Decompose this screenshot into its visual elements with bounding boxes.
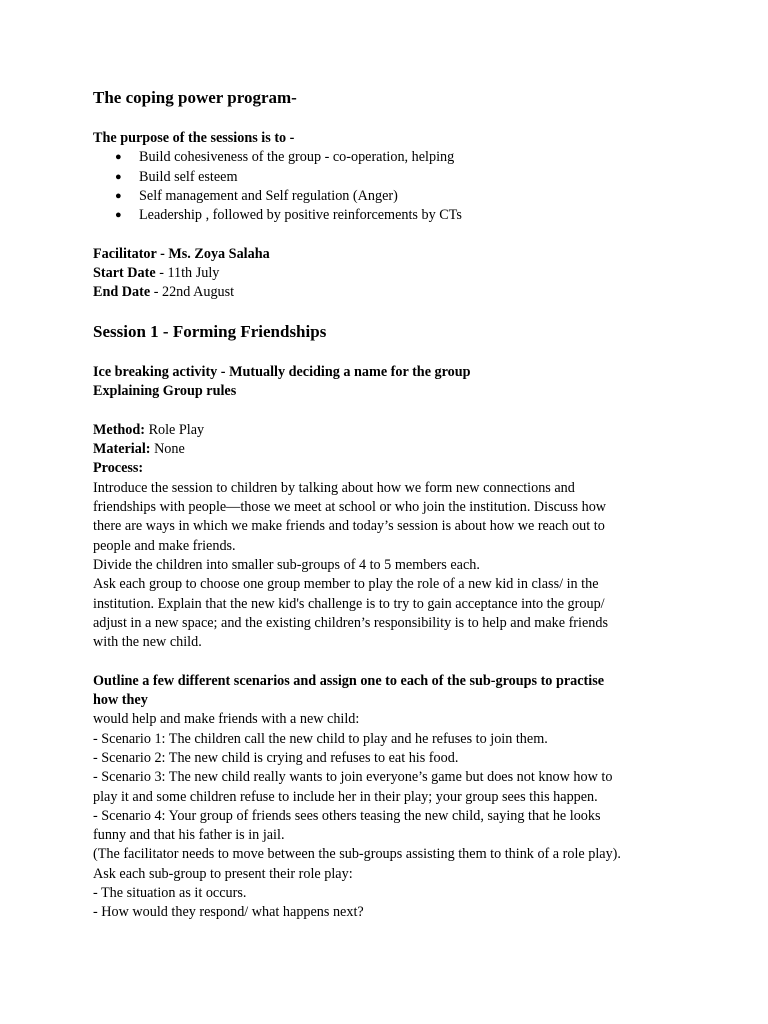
outline-line: Ask each sub-group to present their role play: [93, 865, 353, 882]
session-heading: Session 1 - Forming Friendships [93, 321, 327, 341]
start-date-value: - 11th July [155, 265, 220, 282]
start-date-label: Start Date [93, 265, 156, 282]
facilitator-line: Facilitator - Ms. Zoya Salaha [93, 245, 270, 262]
end-date-value: - 22nd August [150, 284, 235, 301]
scenario-line: funny and that his father is in jail. [93, 827, 285, 844]
process-line: there are ways in which we make friends and today’s session is about how we reach out to [93, 518, 605, 535]
document-body [93, 88, 683, 923]
scenario-line: - Scenario 3: The new child really wants to join everyone’s game but does not know how to [93, 769, 613, 786]
bullet-icon: ● [115, 151, 122, 164]
purpose-item: ● Leadership , followed by positive reinforcements by CTs [93, 206, 683, 225]
scenario-line: - Scenario 2: The new child is crying and refuses to eat his food. [93, 749, 459, 766]
material-label: Material: [93, 441, 151, 458]
ice-breaking-line: Ice breaking activity - Mutually deciding a name for the group [93, 363, 471, 380]
process-line: with the new child. [93, 634, 202, 651]
process-line: Divide the children into smaller sub-groups of 4 to 5 members each. [93, 556, 480, 573]
purpose-list [93, 148, 683, 225]
outline-heading-line: how they [93, 692, 148, 709]
scenario-line: - Scenario 1: The children call the new child to play and he refuses to join them. [93, 730, 548, 747]
outline-line: would help and make friends with a new child: [93, 711, 360, 728]
scenario-line: play it and some children refuse to include her in their play; your group sees this happen. [93, 788, 598, 805]
end-date-line [93, 283, 683, 302]
start-date-line [93, 264, 683, 283]
process-line: institution. Explain that the new kid's challenge is to try to gain acceptance into the group/ [93, 595, 605, 612]
group-rules-line: Explaining Group rules [93, 383, 237, 400]
method-line [93, 421, 683, 440]
end-date-label: End Date [93, 284, 151, 301]
purpose-heading: The purpose of the sessions is to - [93, 130, 295, 146]
process-label: Process: [93, 460, 144, 477]
outline-line: - How would they respond/ what happens next? [93, 904, 364, 921]
outline-heading-line: Outline a few different scenarios and assign one to each of the sub-groups to practise [93, 672, 605, 689]
material-value: None [150, 441, 185, 458]
method-value: Role Play [145, 421, 205, 438]
document-title: The coping power program- [93, 88, 297, 107]
scenario-line: - Scenario 4: Your group of friends sees others teasing the new child, saying that he looks [93, 807, 601, 824]
purpose-item: ● Build self esteem [93, 168, 683, 187]
method-label: Method: [93, 421, 146, 438]
facilitator-note-line: (The facilitator needs to move between the sub-groups assisting them to think of a role play). [93, 846, 621, 863]
bullet-icon: ● [115, 189, 122, 202]
material-line [93, 440, 683, 459]
process-line: Ask each group to choose one group member to play the role of a new kid in class/ in the [93, 576, 599, 593]
process-line: Introduce the session to children by talking about how we form new connections and [93, 479, 575, 496]
process-line: people and make friends. [93, 537, 236, 554]
process-line: friendships with people—those we meet at school or who join the institution. Discuss how [93, 499, 607, 516]
bullet-icon: ● [115, 209, 122, 222]
outline-line: - The situation as it occurs. [93, 884, 247, 901]
purpose-item: ● Build cohesiveness of the group - co-operation, helping [93, 148, 683, 167]
bullet-icon: ● [115, 170, 122, 183]
purpose-item: ● Self management and Self regulation (Anger) [93, 187, 683, 206]
process-line: adjust in a new space; and the existing children’s responsibility is to help and make friends [93, 614, 608, 631]
